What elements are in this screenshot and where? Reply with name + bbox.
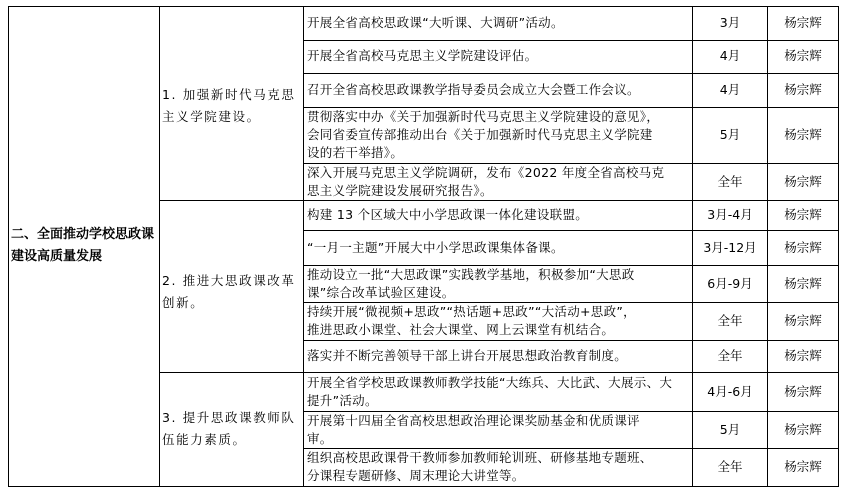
- owner-cell: 杨宗辉: [784, 48, 822, 63]
- owner-cell: 杨宗辉: [784, 15, 822, 30]
- time-cell: 4月: [719, 82, 741, 97]
- task-line: 组织高校思政课骨干教师参加教师轮训班、研修基地专题班、: [307, 450, 653, 465]
- task-line: 会同省委宣传部推动出台《关于加强新时代马克思主义学院建: [307, 127, 653, 142]
- row-divider: [303, 73, 839, 74]
- subgoal-title: [162, 407, 296, 451]
- subgoal-title: [162, 270, 296, 314]
- row-divider: [303, 340, 839, 341]
- task-cell: [307, 81, 640, 99]
- owner-cell: 杨宗辉: [784, 459, 822, 474]
- column-divider: [159, 6, 160, 487]
- task-line: 开展第十四届全省高校思想政治理论课奖励基金和优质课评: [307, 413, 640, 428]
- owner-cell: 杨宗辉: [784, 174, 822, 189]
- task-line: 审。: [307, 431, 333, 446]
- task-line: “一月一主题”开展大中小学思政课集体备课。: [307, 240, 564, 255]
- task-line: 开展全省学校思政课教师教学技能“大练兵、大比武、大展示、大: [307, 375, 673, 390]
- task-cell: [307, 266, 635, 302]
- owner-cell: 杨宗辉: [784, 207, 822, 222]
- row-divider: [303, 230, 839, 231]
- time-cell: 5月: [719, 422, 741, 437]
- owner-cell: 杨宗辉: [784, 348, 822, 363]
- task-cell: [307, 347, 627, 365]
- task-cell: [307, 303, 636, 339]
- task-line: 思主义学院建设发展研究报告》。: [307, 183, 493, 198]
- task-cell: [307, 206, 588, 224]
- owner-cell: 杨宗辉: [784, 276, 822, 291]
- subgoal-title-line: 2. 推进大思政课改革: [162, 273, 296, 288]
- task-cell: [307, 449, 653, 485]
- owner-cell: 杨宗辉: [784, 313, 822, 328]
- column-divider: [303, 6, 304, 487]
- section-title-line: 二、全面推动学校思政课: [11, 227, 155, 242]
- task-cell: [307, 14, 564, 32]
- time-cell: 全年: [717, 348, 743, 363]
- group-divider: [159, 200, 839, 201]
- section-title-line: 建设高质量发展: [11, 249, 103, 264]
- subgoal-title: [162, 84, 296, 128]
- table-border-bottom: [8, 486, 839, 487]
- task-line: 构建 13 个区域大中小学思政课一体化建设联盟。: [307, 207, 589, 222]
- table-border-right: [838, 6, 839, 487]
- time-cell: 全年: [717, 459, 743, 474]
- task-line: 课”综合改革试验区建设。: [307, 285, 455, 300]
- time-cell: 6月-9月: [707, 276, 753, 291]
- owner-cell: 杨宗辉: [784, 240, 822, 255]
- task-line: 设的若干举措》。: [307, 145, 404, 160]
- time-cell: 4月-6月: [707, 384, 753, 399]
- time-cell: 3月-4月: [707, 207, 753, 222]
- time-cell: 4月: [719, 48, 741, 63]
- task-line: 持续开展“微视频+思政”“热话题+思政”“大活动+思政”，: [307, 304, 636, 319]
- time-cell: 3月-12月: [703, 240, 757, 255]
- task-line: 开展全省高校马克思主义学院建设评估。: [307, 48, 538, 63]
- time-cell: 3月: [719, 15, 741, 30]
- subgoal-title-line: 创新。: [162, 295, 205, 310]
- time-cell: 全年: [717, 174, 743, 189]
- task-line: 贯彻落实中办《关于加强新时代马克思主义学院建设的意见》，: [307, 109, 660, 124]
- task-cell: [307, 108, 659, 162]
- task-line: 召开全省高校思政课教学指导委员会成立大会暨工作会议。: [307, 82, 640, 97]
- task-line: 推动设立一批“大思政课”实践教学基地，积极参加“大思政: [307, 267, 635, 282]
- task-line: 深入开展马克思主义学院调研，发布《2022 年度全省高校马克: [307, 165, 665, 180]
- owner-cell: 杨宗辉: [784, 422, 822, 437]
- table-border-top: [8, 6, 839, 7]
- subgoal-title-line: 1. 加强新时代马克思: [162, 87, 296, 102]
- time-cell: 全年: [717, 313, 743, 328]
- task-cell: [307, 164, 664, 200]
- subgoal-title-line: 3. 提升思政课教师队: [162, 410, 296, 425]
- row-divider: [303, 40, 839, 41]
- subgoal-title-line: 主义学院建设。: [162, 109, 261, 124]
- task-line: 推进思政小课堂、社会大课堂、网上云课堂有机结合。: [307, 322, 615, 337]
- group-divider: [159, 372, 839, 373]
- task-line: 分课程专题研修、周末理论大讲堂等。: [307, 468, 525, 483]
- task-cell: [307, 412, 640, 448]
- task-cell: [307, 374, 672, 410]
- subgoal-title-line: 伍能力素质。: [162, 432, 247, 447]
- time-cell: 5月: [719, 127, 741, 142]
- task-line: 落实并不断完善领导干部上讲台开展思想政治教育制度。: [307, 348, 628, 363]
- task-cell: [307, 239, 564, 257]
- task-line: 提升”活动。: [307, 393, 378, 408]
- owner-cell: 杨宗辉: [784, 127, 822, 142]
- task-line: 开展全省高校思政课“大听课、大调研”活动。: [307, 15, 564, 30]
- owner-cell: 杨宗辉: [784, 82, 822, 97]
- section-title: [11, 224, 154, 268]
- task-cell: [307, 47, 537, 65]
- table-border-left: [8, 6, 9, 487]
- owner-cell: 杨宗辉: [784, 384, 822, 399]
